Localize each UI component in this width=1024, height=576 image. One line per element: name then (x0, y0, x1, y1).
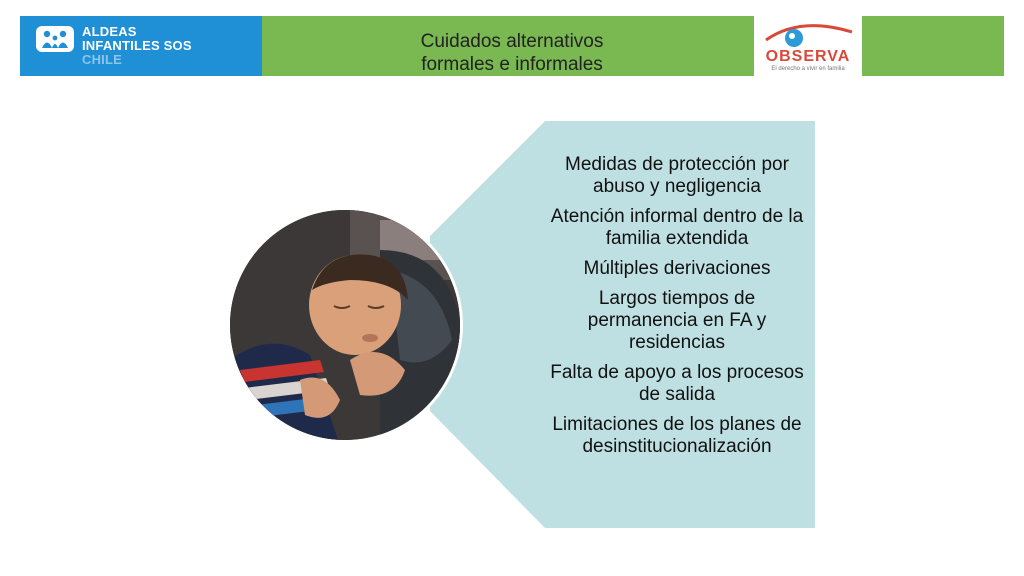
list-item: Falta de apoyo a los procesos de salida (550, 362, 804, 405)
org-name-line1: ALDEAS (82, 24, 137, 39)
eye-icon (760, 20, 856, 50)
sleeping-child-photo (227, 207, 463, 443)
observa-logo (754, 16, 862, 76)
org-name-line2: INFANTILES SOS (82, 38, 192, 53)
list-item: Largos tiempos de permanencia en FA y residencias (587, 288, 767, 353)
item-list (545, 154, 809, 466)
title-line2: formales e informales (421, 54, 603, 75)
org-name-line3: CHILE (82, 52, 122, 67)
list-item: Limitaciones de los planes de desinstitucionalización (552, 414, 802, 457)
list-item: Atención informal dentro de la familia extendida (550, 206, 804, 249)
title-line1: Cuidados alternativos (420, 31, 604, 52)
photo-illustration (230, 210, 463, 443)
observa-wordmark: OBSERVA (765, 48, 851, 65)
list-item: Medidas de protección por abuso y negligencia (565, 154, 789, 197)
sos-org-name (82, 25, 192, 67)
header-bar (20, 16, 1004, 76)
observa-tagline: El derecho a vivir en familia (771, 66, 845, 72)
page-title (390, 30, 634, 76)
sos-family-icon (36, 26, 74, 52)
list-item: Múltiples derivaciones (583, 258, 771, 279)
sos-logo-block (20, 16, 262, 76)
